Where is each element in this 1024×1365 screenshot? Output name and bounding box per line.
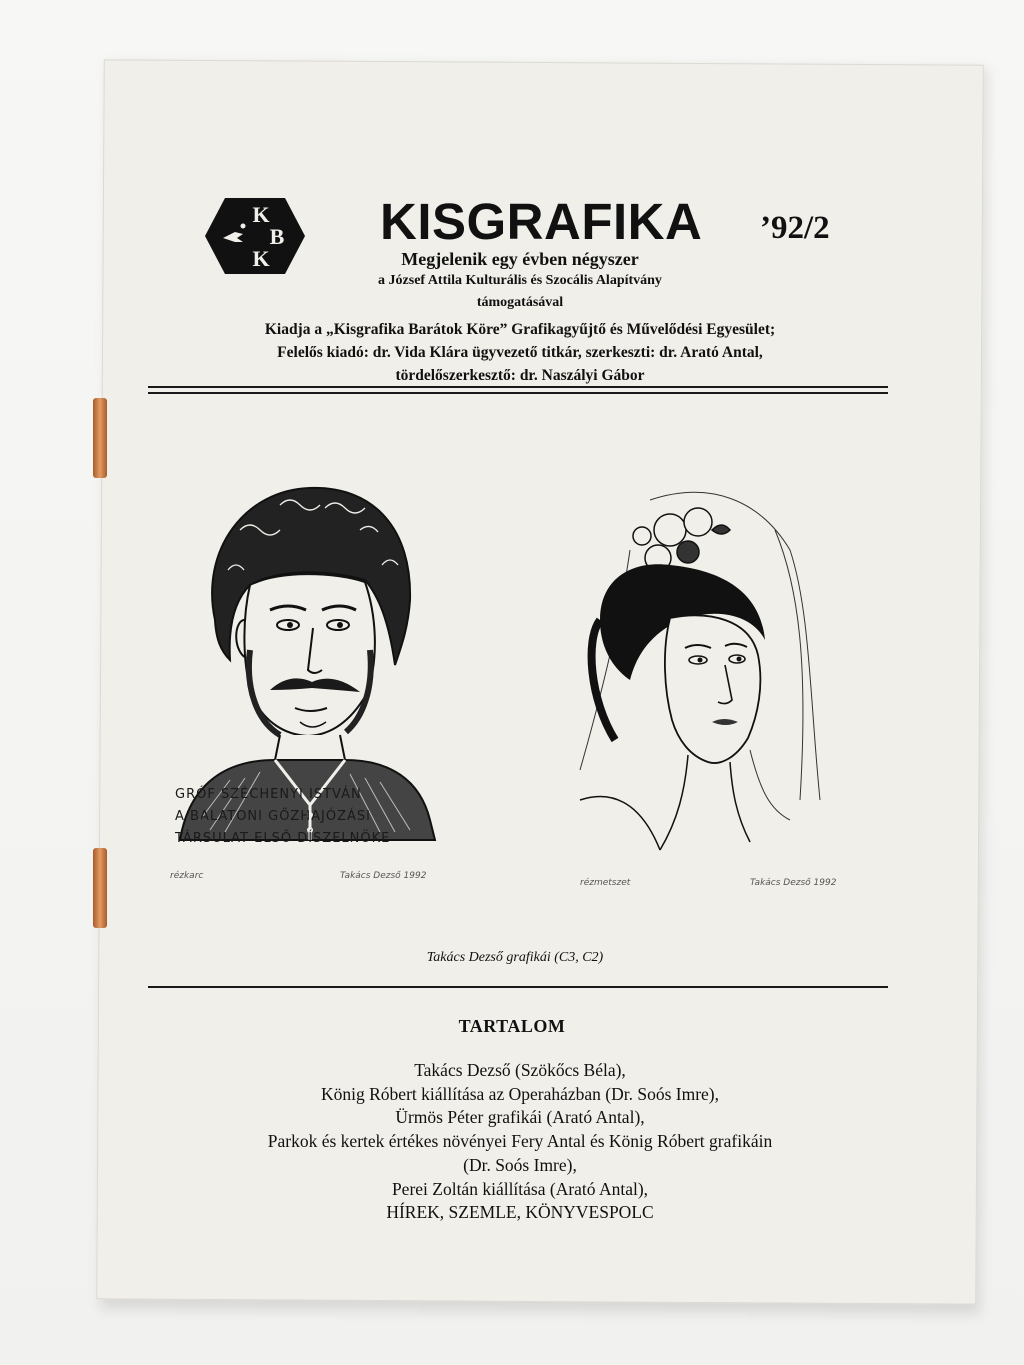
publication-frequency: Megjelenik egy évben négyszer (401, 249, 639, 269)
logo-letter-right: B (269, 224, 285, 249)
responsible-publisher-line: Felelős kiadó: dr. Vida Klára ügyvezető titkár, szerkeszti: dr. Arató Antal, (277, 344, 763, 361)
illustrations-caption: Takács Dezső grafikái (C3, C2) (426, 950, 604, 965)
logo-letter-bottom: K (252, 246, 270, 271)
staple-bottom (93, 848, 107, 928)
contents-item: Takács Dezső (Szökőcs Béla), (414, 1060, 626, 1080)
contents-item: Ürmös Péter grafikái (Arató Antal), (395, 1107, 645, 1128)
contents-item: Parkok és kertek értékes növényei Fery Antal és König Róbert grafikáin (267, 1131, 773, 1152)
signature-right: Takács Dezső 1992 (750, 878, 837, 888)
contents-item: HÍREK, SZEMLE, KÖNYVESPOLC (386, 1202, 654, 1223)
contents-item: (Dr. Soós Imre), (463, 1154, 577, 1175)
logo-letter-top: K (252, 202, 270, 227)
inscription-line-3: TÁRSULAT ELSŐ DÍSZELNÖKE (175, 831, 391, 846)
foundation-line: a József Attila Kulturális és Szocális Alapítvány (378, 273, 662, 288)
staple-top (93, 398, 107, 478)
technique-note-left: rézkarc (170, 871, 204, 880)
support-line: támogatásával (476, 295, 564, 310)
contents-heading: TARTALOM (458, 1016, 566, 1036)
contents-list (150, 1059, 890, 1225)
magazine-title: KISGRAFIKA (380, 193, 703, 250)
header-rule-lower (148, 392, 888, 394)
layout-editor-line: tördelőszerkesztő: dr. Naszályi Gábor (395, 367, 645, 384)
inscription-line-1: GRÓF SZÉCHENYI ISTVÁN (175, 787, 362, 802)
header-rule-upper (148, 386, 888, 388)
portrait-szechenyi-etching (150, 460, 490, 880)
inscription-line-2: A BALATONI GŐZHAJÓZÁSI (175, 809, 371, 824)
contents-item: König Róbert kiállítása az Operaházban (Dr. Soós Imre), (321, 1083, 719, 1104)
contents-item: Perei Zoltán kiállítása (Arató Antal), (391, 1178, 649, 1199)
publisher-line: Kiadja a „Kisgrafika Barátok Köre” Grafikagyűjtő és Művelődési Egyesület; (264, 321, 776, 338)
signature-left: Takács Dezső 1992 (340, 871, 427, 880)
contents-rule (148, 986, 888, 988)
technique-note-right: rézmetszet (580, 878, 631, 888)
issue-number: ’92/2 (760, 210, 830, 246)
portrait-woman-engraving (560, 470, 880, 890)
